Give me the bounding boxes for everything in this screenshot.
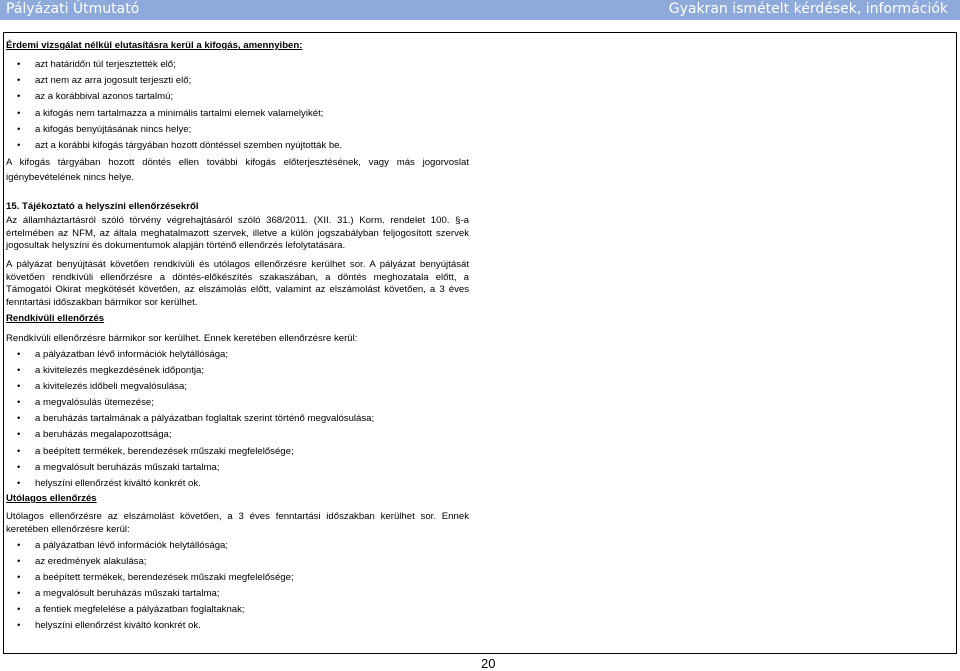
list-item: • a kifogás nem tartalmazza a minimális tartalmi elemek valamelyikét; xyxy=(6,106,475,122)
list-item: • a kifogás benyújtásának nincs helye; xyxy=(6,122,475,138)
subsequent-check-title: Utólagos ellenőrzés xyxy=(6,493,97,504)
list-item: • a beruházás tartalmának a pályázatban foglaltak szerint történő megvalósulása; xyxy=(6,411,475,427)
subsequent-check-list xyxy=(6,538,475,635)
extraordinary-check-title: Rendkívüli ellenőrzés xyxy=(6,313,105,324)
extraordinary-check-list xyxy=(6,347,475,492)
list-item: • a megvalósult beruházás műszaki tartalma; xyxy=(6,586,475,602)
list-item: • azt határidőn túl terjesztették elő; xyxy=(6,57,475,73)
list-item: • a fentiek megfelelése a pályázatban foglaltaknak; xyxy=(6,602,475,618)
list-item: • a beépített termékek, berendezések műszaki megfelelősége; xyxy=(6,444,475,460)
rejection-list xyxy=(6,57,475,154)
document-title: Pályázati Útmutató xyxy=(6,1,140,17)
section-title: Gyakran ismételt kérdések, információk xyxy=(668,1,948,17)
rejection-section xyxy=(6,38,475,53)
list-item: • a pályázatban lévő információk helytállósága; xyxy=(6,347,475,363)
page-number: 20 xyxy=(481,656,496,671)
list-item: • azt a korábbi kifogás tárgyában hozott döntéssel szemben nyújtották be. xyxy=(6,138,475,154)
list-item: • az a korábbival azonos tartalmú; xyxy=(6,89,475,105)
list-item: • a beruházás megalapozottsága; xyxy=(6,427,475,443)
subsequent-check-intro: Utólagos ellenőrzésre az elszámolást követően, a 3 éves fenntartási időszakban kerülhet sor. Ennek keretében ellenőrzésre kerül: xyxy=(6,511,469,535)
list-item: • a megvalósulás ütemezése; xyxy=(6,395,475,411)
section-15-heading: 15. Tájékoztató a helyszíni ellenőrzésekről xyxy=(6,201,199,212)
list-item: • a kivitelezés megkezdésének időpontja; xyxy=(6,363,475,379)
list-item: • az eredmények alakulása; xyxy=(6,554,475,570)
section-15-paragraph-2: A pályázat benyújtását követően rendkívüli és utólagos ellenőrzésre kerülhet sor. A pályázat benyújtását követően rendkívüli ellenőrzésre a döntés-előkészítés szakaszában, a döntés meghozatala előtt, a Támogatói Okirat megkötését követően, az elszámolás előtt, valamint az elszámolást követően, a 3 éves fenntartási időszakban bármikor sor kerülhet. xyxy=(6,259,469,308)
list-item: • a beépített termékek, berendezések műszaki megfelelősége; xyxy=(6,570,475,586)
list-item: • helyszíni ellenőrzést kiváltó konkrét ok. xyxy=(6,476,475,492)
extraordinary-check-intro: Rendkívüli ellenőrzésre bármikor sor kerülhet. Ennek keretében ellenőrzésre kerül: xyxy=(6,333,358,344)
list-item: • a kivitelezés időbeli megvalósulása; xyxy=(6,379,475,395)
list-item: • azt nem az arra jogosult terjeszti elő; xyxy=(6,73,475,89)
section-15-paragraph-1: Az államháztartásról szóló törvény végrehajtásáról szóló 368/2011. (XII. 31.) Korm. rendelet 100. §-a értelmében az NFM, az általa meghatalmazott szervek, illetve a külön jogszabályban feljogosított szervek jogosultak helyszíni és dokumentumok alapján történő ellenőrzés lefolytatására. xyxy=(6,215,469,251)
list-item: • a megvalósult beruházás műszaki tartalma; xyxy=(6,460,475,476)
rejection-title: Érdemi vizsgálat nélkül elutasításra kerül a kifogás, amennyiben: xyxy=(6,40,303,51)
list-item: • helyszíni ellenőrzést kiváltó konkrét ok. xyxy=(6,618,475,634)
rejection-note: A kifogás tárgyában hozott döntés ellen további kifogás előterjesztésének, vagy más jogorvoslat igénybevételének nincs helye. xyxy=(6,157,469,183)
list-item: • a pályázatban lévő információk helytállósága; xyxy=(6,538,475,554)
page-header xyxy=(0,0,960,20)
